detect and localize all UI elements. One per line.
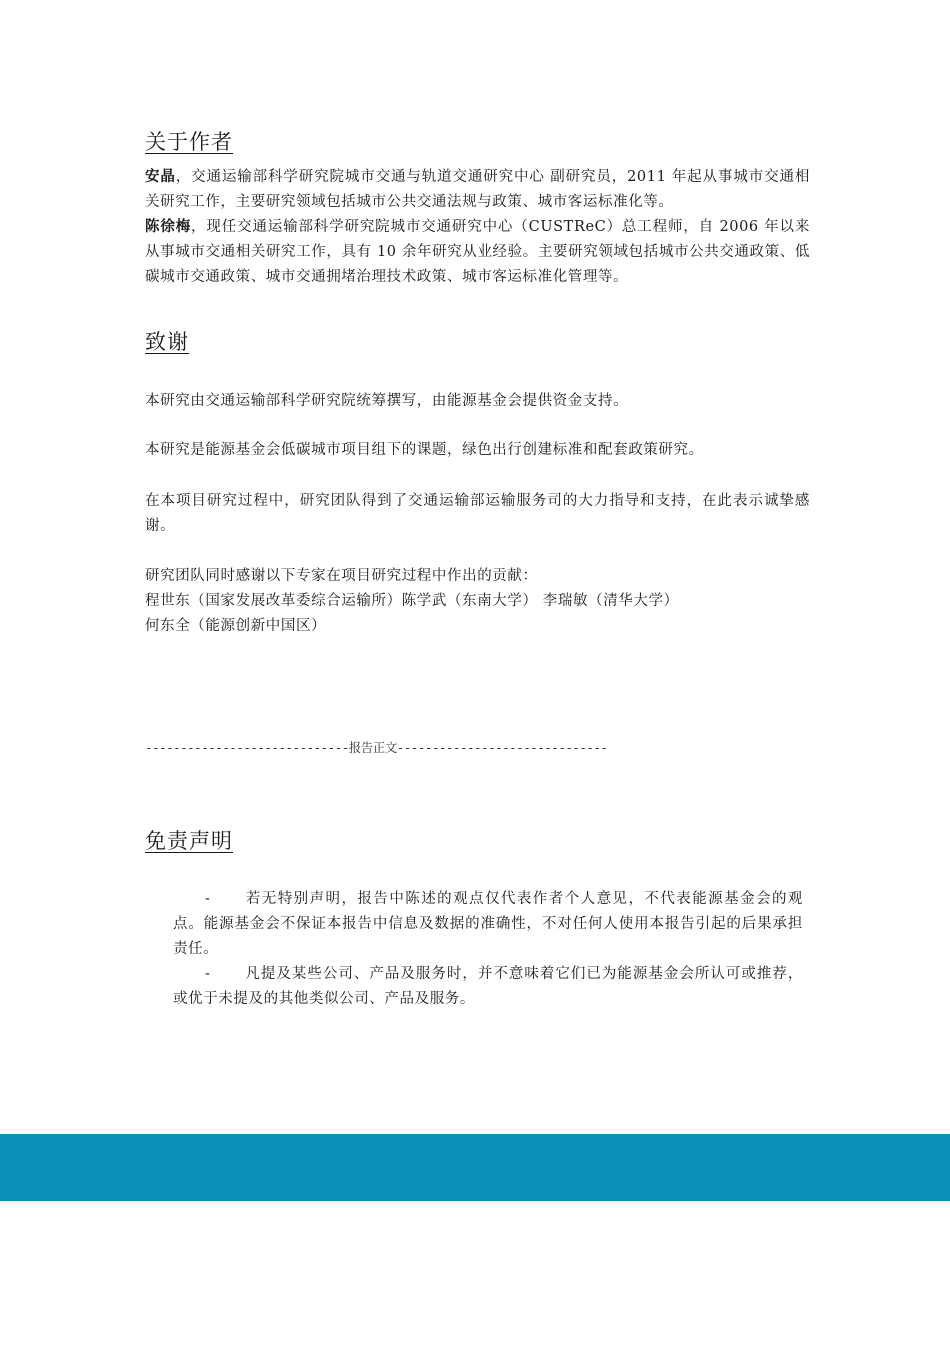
disclaimer-heading: 免责声明 xyxy=(145,829,233,853)
author1-text: ，交通运输部科学研究院城市交通与轨道交通研究中心 副研究员，2011 年起从事城市交通相关研究工作，主要研究领域包括城市公共交通法规与政策、城市客运标准化等。 xyxy=(145,169,810,210)
bullet-dash: - xyxy=(205,966,211,982)
disclaimer-text-2: 凡提及某些公司、产品及服务时，并不意味着它们已为能源基金会所认可或推荐，或优于未提及的其他类似公司、产品及服务。 xyxy=(173,966,803,1007)
disclaimer-item-1 xyxy=(173,887,803,962)
ack-experts-list-1: 程世东（国家发展改革委综合运输所）陈学武（东南大学） 李瑞敏（清华大学） xyxy=(145,593,679,609)
ack-heading: 致谢 xyxy=(145,330,189,354)
ack-experts xyxy=(145,564,810,639)
about-heading: 关于作者 xyxy=(145,130,233,154)
ack-paragraph-1: 本研究由交通运输部科学研究院统筹撰写，由能源基金会提供资金支持。 xyxy=(145,393,629,409)
disclaimer-item-2 xyxy=(173,962,803,1012)
author2-bio xyxy=(145,214,810,290)
ack-experts-intro: 研究团队同时感谢以下专家在项目研究过程中作出的贡献： xyxy=(145,568,538,584)
author2-text: ，现任交通运输部科学研究院城市交通研究中心（CUSTReC）总工程师，自 2006 年以来从事城市交通相关研究工作，具有 10 余年研究从业经验。主要研究领域包括城市公共交通政策、低碳城市交通政策、城市交通拥堵治理技术政策、城市客运标准化管理等。 xyxy=(145,219,810,285)
author1-bio xyxy=(145,164,810,215)
footer-color-band xyxy=(0,1134,950,1201)
report-body-divider: -----------------------------报告正文------------------------------ xyxy=(145,740,608,755)
ack-paragraph-3: 在本项目研究过程中，研究团队得到了交通运输部运输服务司的大力指导和支持，在此表示诚挚感谢。 xyxy=(145,493,810,534)
author1-name: 安晶 xyxy=(145,168,176,185)
ack-paragraph-2: 本研究是能源基金会低碳城市项目组下的课题，绿色出行创建标准和配套政策研究。 xyxy=(145,442,704,458)
ack-experts-list-2: 何东全（能源创新中国区） xyxy=(145,618,327,634)
bullet-dash: - xyxy=(205,891,211,907)
author2-name: 陈徐梅 xyxy=(145,218,192,235)
disclaimer-text-1: 若无特别声明，报告中陈述的观点仅代表作者个人意见，不代表能源基金会的观点。能源基金会不保证本报告中信息及数据的准确性，不对任何人使用本报告引起的后果承担责任。 xyxy=(173,891,803,957)
